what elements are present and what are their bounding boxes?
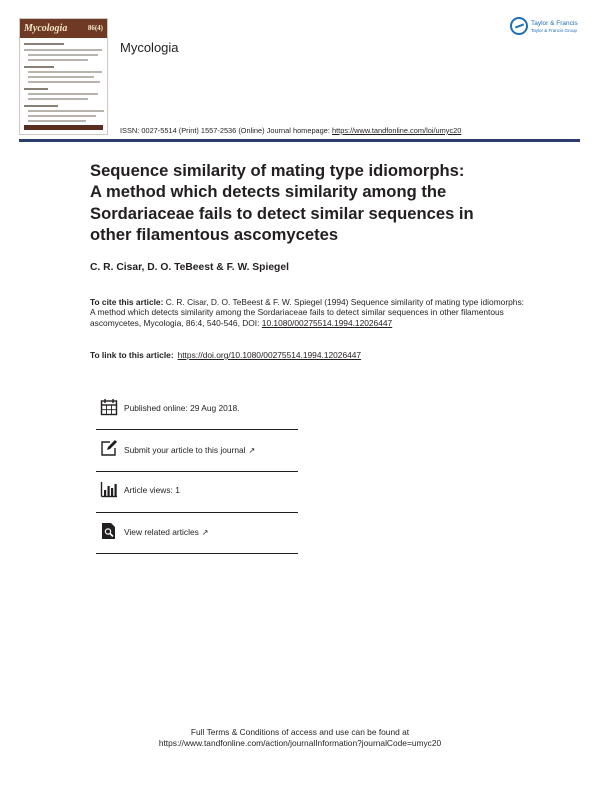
journal-cover-thumbnail (19, 18, 108, 135)
publisher-logo[interactable] (510, 17, 586, 37)
search-document-icon (100, 522, 118, 540)
submit-article-row[interactable] (96, 431, 298, 472)
footer-terms-text: Full Terms & Conditions of access and use can be found at (190, 727, 410, 737)
cover-masthead (20, 19, 107, 38)
citation-label: To cite this article: (90, 297, 164, 307)
published-online-text: Published online: 29 Aug 2018. (124, 403, 240, 413)
external-link-icon: ↗ (248, 446, 256, 455)
article-doi-url[interactable]: https://doi.org/10.1080/00275514.1994.12026447 (177, 350, 362, 360)
article-link-label: To link to this article: (90, 350, 174, 360)
title-line: A method which detects similarity among the (90, 182, 447, 202)
article-views-row (96, 472, 298, 513)
article-views-text: Article views: 1 (124, 485, 180, 495)
publisher-logo-icon (510, 17, 528, 35)
calendar-icon (100, 398, 118, 416)
published-online-row (96, 389, 298, 430)
article-title (90, 160, 530, 246)
title-line: other filamentous ascomycetes (90, 225, 339, 245)
title-line: Sequence similarity of mating type idiomorphs: (90, 161, 465, 180)
cover-journal-name: Mycologia (24, 23, 68, 34)
related-articles-link[interactable] (124, 527, 209, 537)
footer-terms-link[interactable]: https://www.tandfonline.com/action/journalInformation?journalCode=umyc20 (158, 737, 442, 748)
header-divider (19, 139, 580, 142)
issn-line (120, 126, 461, 135)
bar-chart-icon (100, 480, 118, 498)
citation-text: C. R. Cisar, D. O. TeBeest & F. W. Spiegel (1994) Sequence similarity of mating type idiomorphs: A method which detects similarity among the Sordariaceae fails to detect similar sequences in other filamentous ascomycetes, Mycologia, 86:4, 540-546, DOI: (90, 297, 524, 328)
related-articles-row[interactable] (96, 513, 298, 554)
external-link-icon: ↗ (201, 528, 209, 537)
submit-article-text: Submit your article to this journal (124, 445, 246, 455)
issn-text: ISSN: 0027-5514 (Print) 1557-2536 (Online) Journal homepage: (120, 126, 330, 135)
article-link-row (90, 350, 361, 360)
doi-link[interactable]: 10.1080/00275514.1994.12026447 (261, 317, 393, 328)
cover-volume: 86(4) (87, 24, 103, 32)
footer (0, 727, 600, 748)
title-line: Sordariaceae fails to detect similar sequences in (90, 203, 474, 223)
publisher-group-name: Taylor & Francis Group (531, 28, 578, 33)
publisher-name: Taylor & Francis (531, 20, 578, 27)
edit-icon (100, 439, 118, 457)
citation-block (90, 297, 530, 328)
related-articles-text: View related articles (124, 527, 199, 537)
journal-name: Mycologia (120, 40, 179, 55)
submit-article-link[interactable] (124, 445, 255, 455)
journal-homepage-link[interactable]: https://www.tandfonline.com/loi/umyc20 (332, 126, 462, 135)
article-authors: C. R. Cisar, D. O. TeBeest & F. W. Spiegel (90, 262, 289, 273)
